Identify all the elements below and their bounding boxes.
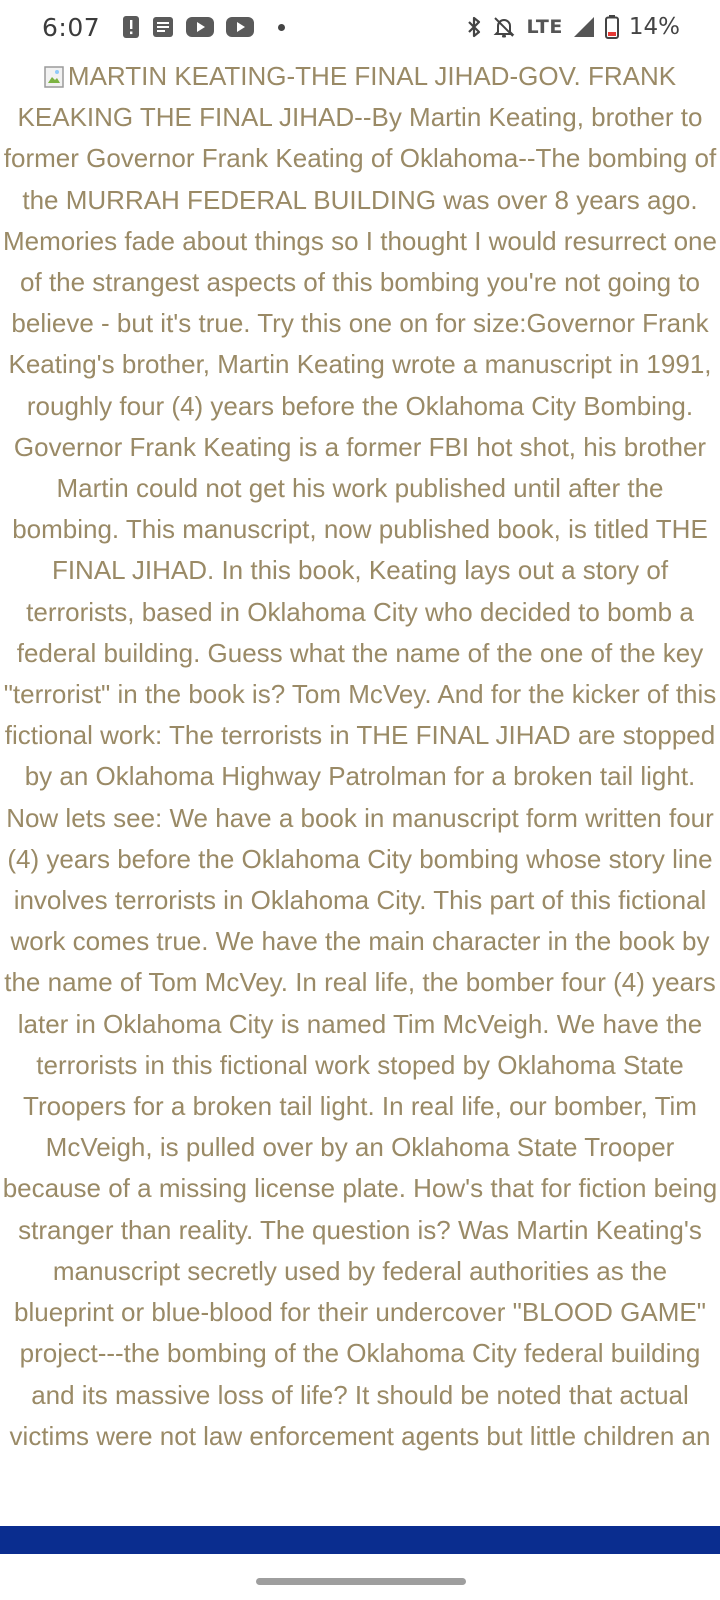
battery-icon <box>605 15 619 39</box>
broken-image-icon <box>44 59 64 81</box>
article-text <box>0 56 720 1457</box>
alert-icon <box>122 15 140 39</box>
signal-icon <box>573 16 595 38</box>
network-type: LTE <box>526 16 563 38</box>
system-icons <box>466 14 680 40</box>
bottom-bar <box>0 1526 720 1554</box>
news-icon <box>152 16 174 38</box>
notification-icons <box>122 15 285 39</box>
dot-icon <box>278 24 285 31</box>
bluetooth-icon <box>466 15 482 39</box>
article-body: THE FINAL JIHAD--By Martin Keating, brother to former Governor Frank Keating of Oklahoma--The bombing of the MURRAH FEDERAL BUILDING was over 8 years ago. Memories fade about things so I thought I would resurrect one of the strangest aspects of this bombing you're not going to believe - but it's true. Try this one on for size:Governor Frank Keating's brother, Martin Keating wrote a manuscript in 1991, roughly four (4) years before the Oklahoma City Bombing. Governor Frank Keating is a former FBI hot shot, his brother Martin could not get his work published until after the bombing. This manuscript, now published book, is titled THE FINAL JIHAD. In this book, Keating lays out a story of terrorists, based in Oklahoma City who decided to bomb a federal building. Guess what the name of the one of the key "terrorist" in the book is? Tom McVey. And for the kicker of this fictional work: The terrorists in THE FINAL JIHAD are stopped by an Oklahoma Highway Patrolman for a broken tail light. Now lets see: We have a book in manuscript form written four (4) years before the Oklahoma City bombing whose story line involves terrorists in Oklahoma City. This part of this fictional work comes true. We have the main character in the book by the name of Tom McVey. In real life, the bomber four (4) years later in Oklahoma City is named Tim McVeigh. We have the terrorists in this fictional work stoped by Oklahoma State Troopers for a broken tail light. In real life, our bomber, Tim McVeigh, is pulled over by an Oklahoma State Trooper because of a missing license plate. How's that for fiction being stranger than reality. The question is? Was Martin Keating's manuscript secretly used by federal authorities as the blueprint or blue-blood for their undercover "BLOOD GAME" project---the bombing of the Oklahoma City federal building and its massive loss of life? It should be noted that actual victims were not law enforcement agents but little children an <box>2 102 718 1451</box>
status-time: 6:07 <box>42 12 101 42</box>
home-gesture-handle[interactable] <box>256 1578 466 1585</box>
status-bar <box>0 0 720 54</box>
image-alt-text: MARTIN KEATING-THE FINAL JIHAD-GOV. FRANK KEAKING <box>17 61 677 133</box>
battery-percent: 14% <box>628 14 680 40</box>
youtube-icon <box>186 17 214 37</box>
navigation-area <box>0 1554 720 1600</box>
youtube-icon <box>226 17 254 37</box>
mute-icon <box>492 15 516 39</box>
article-content <box>0 56 720 1526</box>
